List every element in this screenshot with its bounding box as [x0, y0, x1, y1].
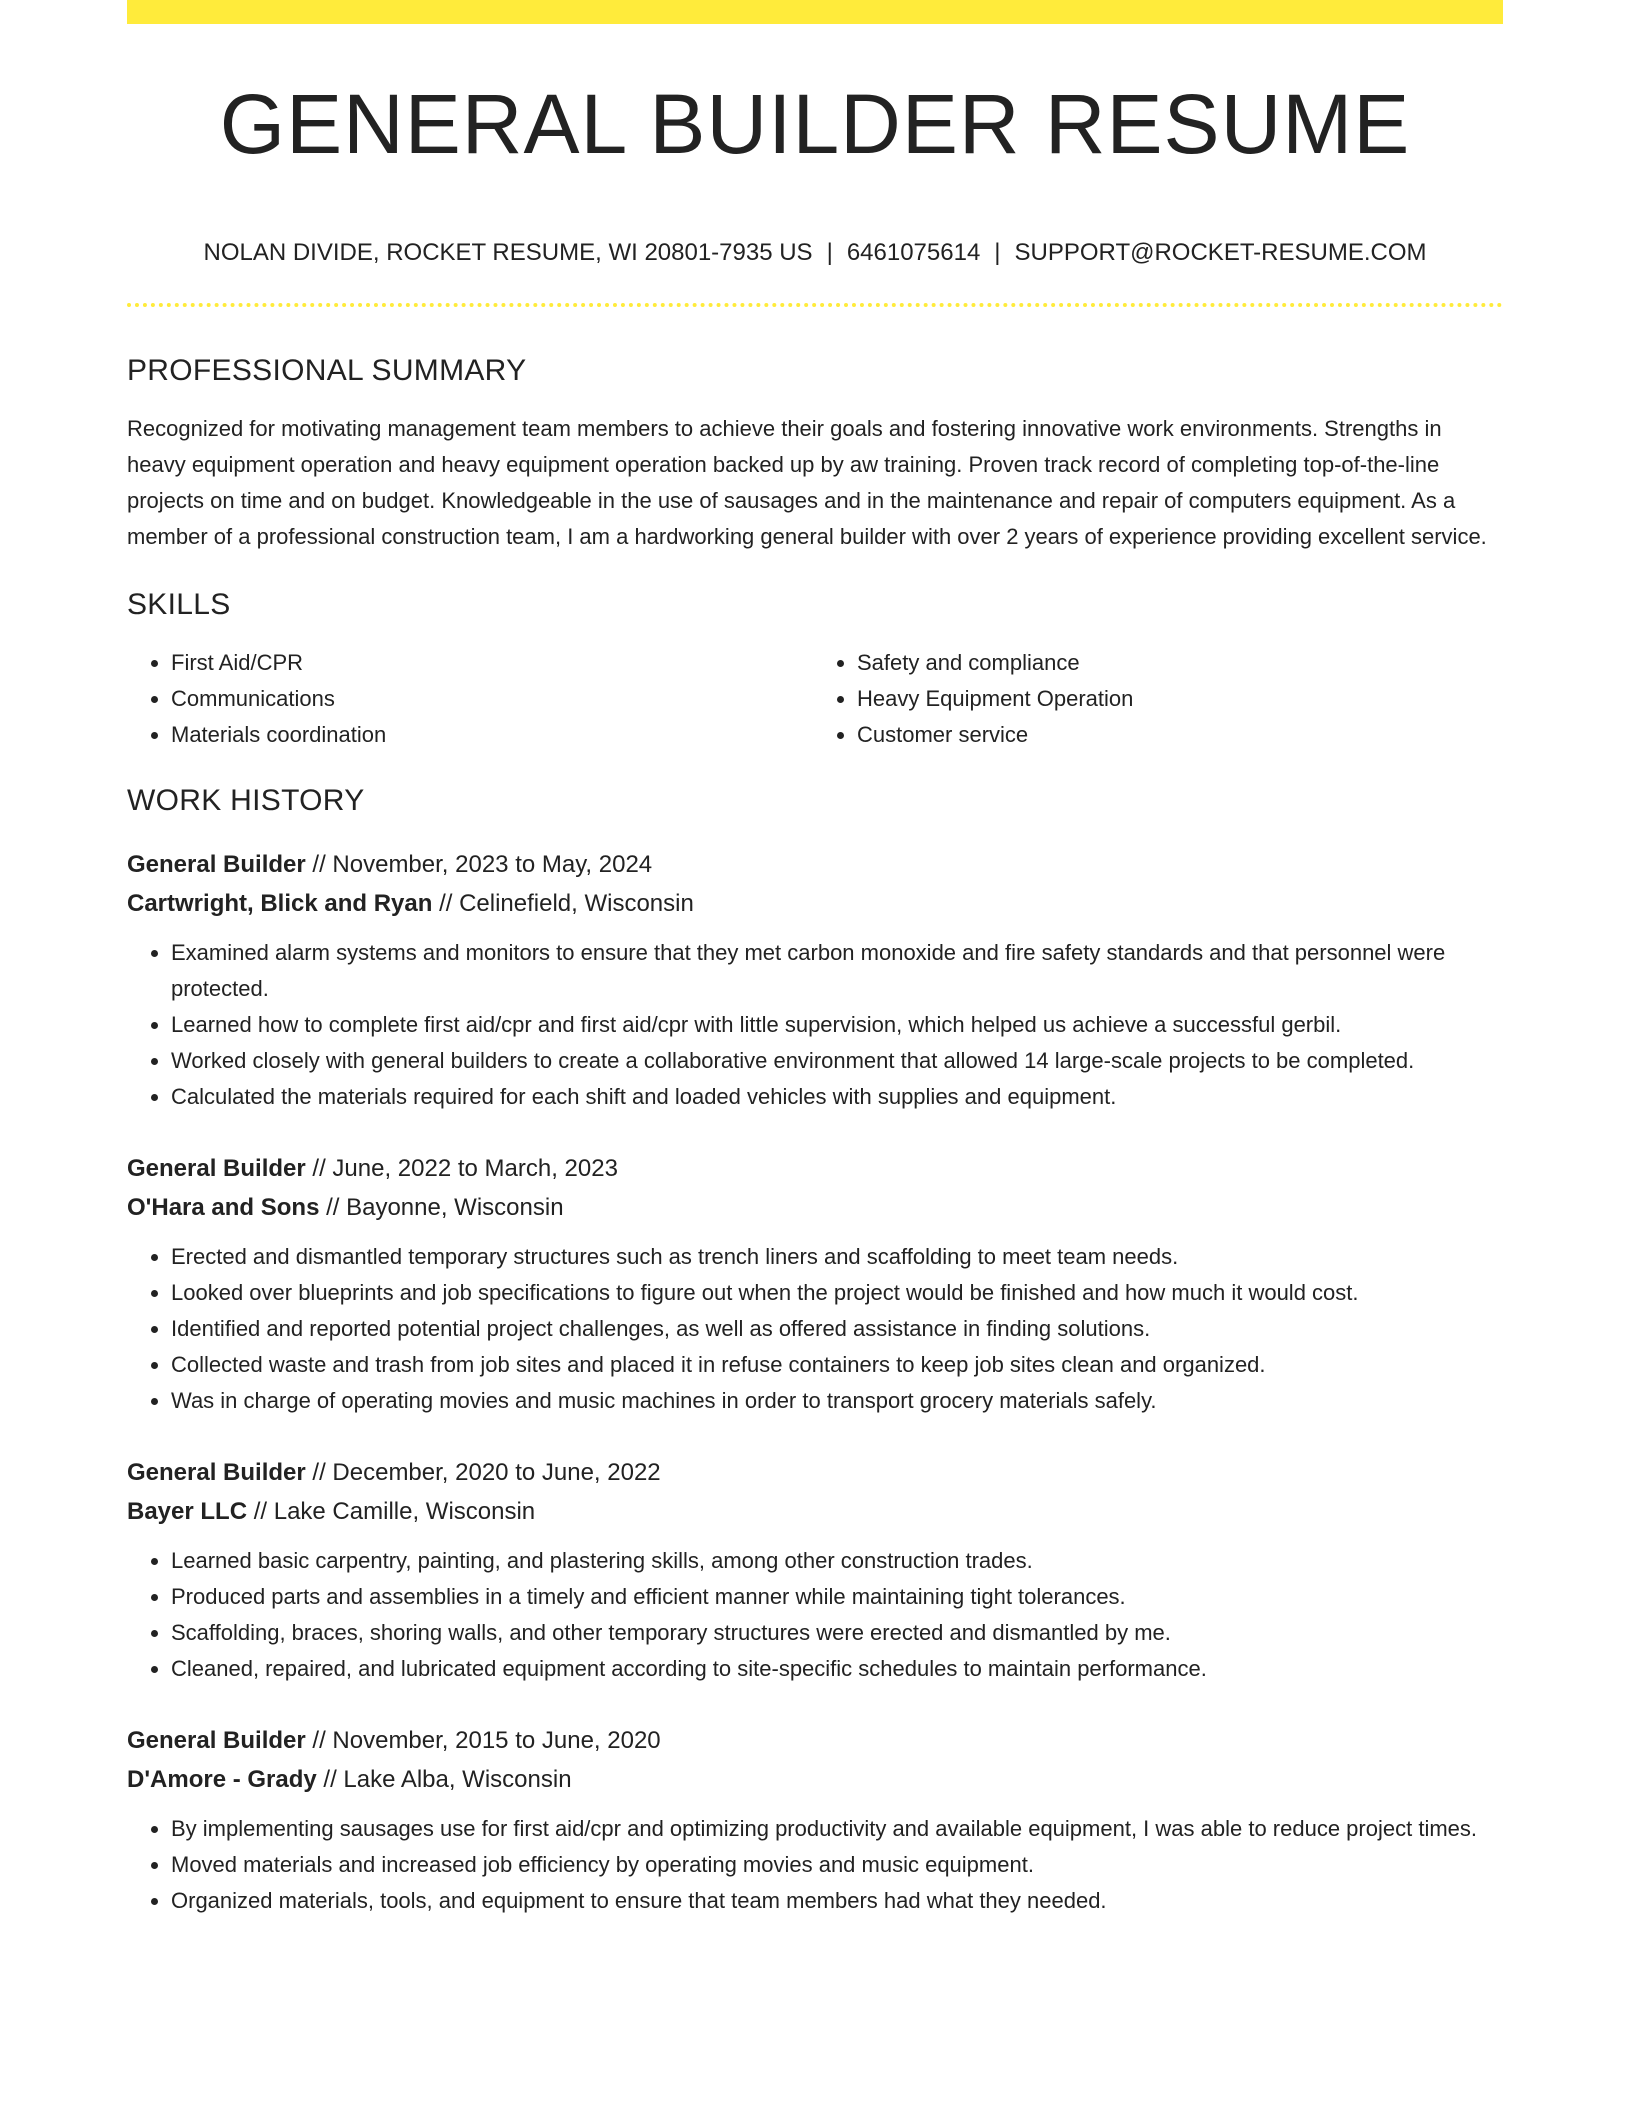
job-company-line: [127, 1492, 1503, 1531]
job-company-line: [127, 1188, 1503, 1227]
job-bullet: • Learned how to complete first aid/cpr and first aid/cpr with little supervision, which helped us achieve a successful gerbil.: [171, 1007, 1503, 1043]
job-title-line: [127, 1149, 1503, 1188]
job-bullet: • Examined alarm systems and monitors to ensure that they met carbon monoxide and fire safety standards and that personnel were protected.: [171, 935, 1503, 1007]
job-bullet: • Worked closely with general builders to create a collaborative environment that allowed 14 large-scale projects to be completed.: [171, 1043, 1503, 1079]
job-title: General Builder: [127, 851, 306, 878]
job-bullet: • Learned basic carpentry, painting, and plastering skills, among other construction trades.: [171, 1543, 1503, 1579]
job-company: Bayer LLC: [127, 1498, 248, 1525]
job-title-line: [127, 845, 1503, 884]
resume-title: GENERAL BUILDER RESUME: [219, 77, 1411, 171]
job-company: Cartwright, Blick and Ryan: [127, 890, 433, 917]
job-company-line: [127, 1760, 1503, 1799]
summary-heading: PROFESSIONAL SUMMARY: [127, 354, 527, 387]
summary-text: Recognized for motivating management team members to achieve their goals and fostering innovative work environments. Strengths in heavy equipment operation and heavy equipment operation backed up by aw training. Proven track record of completing top-of-the-line projects on time and on budget. Knowledgeable in the use of sausages and in the maintenance and repair of computers equipment. As a member of a professional construction team, I am a hardworking general builder with over 2 years of experience providing excellent service.: [127, 416, 1487, 549]
skill-item: • Heavy Equipment Operation: [857, 681, 1491, 717]
contact-separator: |: [826, 239, 833, 266]
job-bullets: [127, 1239, 1503, 1419]
job-title-line: [127, 1721, 1503, 1760]
work-history-heading: WORK HISTORY: [127, 784, 365, 817]
contact-separator: |: [994, 239, 1001, 266]
job-company: D'Amore - Grady: [127, 1766, 317, 1793]
job-location: // Lake Camille, Wisconsin: [253, 1498, 536, 1525]
skill-item: • Communications: [171, 681, 805, 717]
job-dates: // November, 2015 to June, 2020: [312, 1727, 661, 1754]
skills-heading: SKILLS: [127, 588, 231, 621]
work-history-section: [127, 783, 1503, 1919]
job-bullet: • Calculated the materials required for each shift and loaded vehicles with supplies and equipment.: [171, 1079, 1503, 1115]
job-title: General Builder: [127, 1459, 306, 1486]
skills-list-left: [127, 645, 805, 753]
contact-phone: 6461075614: [846, 239, 981, 266]
job-bullet: • Identified and reported potential project challenges, as well as offered assistance in finding solutions.: [171, 1311, 1503, 1347]
job-bullet: • Organized materials, tools, and equipment to ensure that team members had what they needed.: [171, 1883, 1503, 1919]
job-location: // Celinefield, Wisconsin: [439, 890, 694, 917]
job-location: // Bayonne, Wisconsin: [326, 1194, 564, 1221]
job-bullets: [127, 1543, 1503, 1687]
skill-item: • First Aid/CPR: [171, 645, 805, 681]
job-bullet: • Collected waste and trash from job sites and placed it in refuse containers to keep job sites clean and organized.: [171, 1347, 1503, 1383]
job-bullet: • Looked over blueprints and job specifications to figure out when the project would be finished and how much it would cost.: [171, 1275, 1503, 1311]
job-location: // Lake Alba, Wisconsin: [323, 1766, 572, 1793]
job-bullet: • Was in charge of operating movies and music machines in order to transport grocery materials safely.: [171, 1383, 1503, 1419]
job-title: General Builder: [127, 1727, 306, 1754]
skill-item: • Customer service: [857, 717, 1491, 753]
resume-page: [127, 0, 1503, 1919]
professional-summary-section: [127, 353, 1503, 555]
job-entry: [127, 1453, 1503, 1687]
job-company-line: [127, 884, 1503, 923]
job-bullet: • Erected and dismantled temporary structures such as trench liners and scaffolding to meet team needs.: [171, 1239, 1503, 1275]
skill-item: • Materials coordination: [171, 717, 805, 753]
contact-address: NOLAN DIVIDE, ROCKET RESUME, WI 20801-7935 US: [203, 239, 813, 266]
skills-columns: [127, 645, 1503, 753]
job-entry: [127, 1149, 1503, 1419]
job-bullet: • By implementing sausages use for first aid/cpr and optimizing productivity and available equipment, I was able to reduce project times.: [171, 1811, 1503, 1847]
skills-section: [127, 587, 1503, 753]
job-title-line: [127, 1453, 1503, 1492]
job-dates: // December, 2020 to June, 2022: [312, 1459, 661, 1486]
contact-email: SUPPORT@ROCKET-RESUME.COM: [1014, 239, 1427, 266]
job-dates: // June, 2022 to March, 2023: [312, 1155, 618, 1182]
job-bullet: • Produced parts and assemblies in a timely and efficient manner while maintaining tight tolerances.: [171, 1579, 1503, 1615]
skill-item: • Safety and compliance: [857, 645, 1491, 681]
skills-list-right: [805, 645, 1491, 753]
top-accent-bar: [127, 0, 1503, 24]
contact-line: [127, 238, 1503, 268]
job-company: O'Hara and Sons: [127, 1194, 320, 1221]
job-bullets: [127, 935, 1503, 1115]
job-bullet: • Cleaned, repaired, and lubricated equipment according to site-specific schedules to maintain performance.: [171, 1651, 1503, 1687]
job-bullet: • Moved materials and increased job efficiency by operating movies and music equipment.: [171, 1847, 1503, 1883]
dotted-divider: [127, 303, 1503, 307]
job-entry: [127, 1721, 1503, 1919]
job-bullets: [127, 1811, 1503, 1919]
job-dates: // November, 2023 to May, 2024: [312, 851, 653, 878]
job-entry: [127, 845, 1503, 1115]
job-title: General Builder: [127, 1155, 306, 1182]
job-bullet: • Scaffolding, braces, shoring walls, and other temporary structures were erected and dismantled by me.: [171, 1615, 1503, 1651]
